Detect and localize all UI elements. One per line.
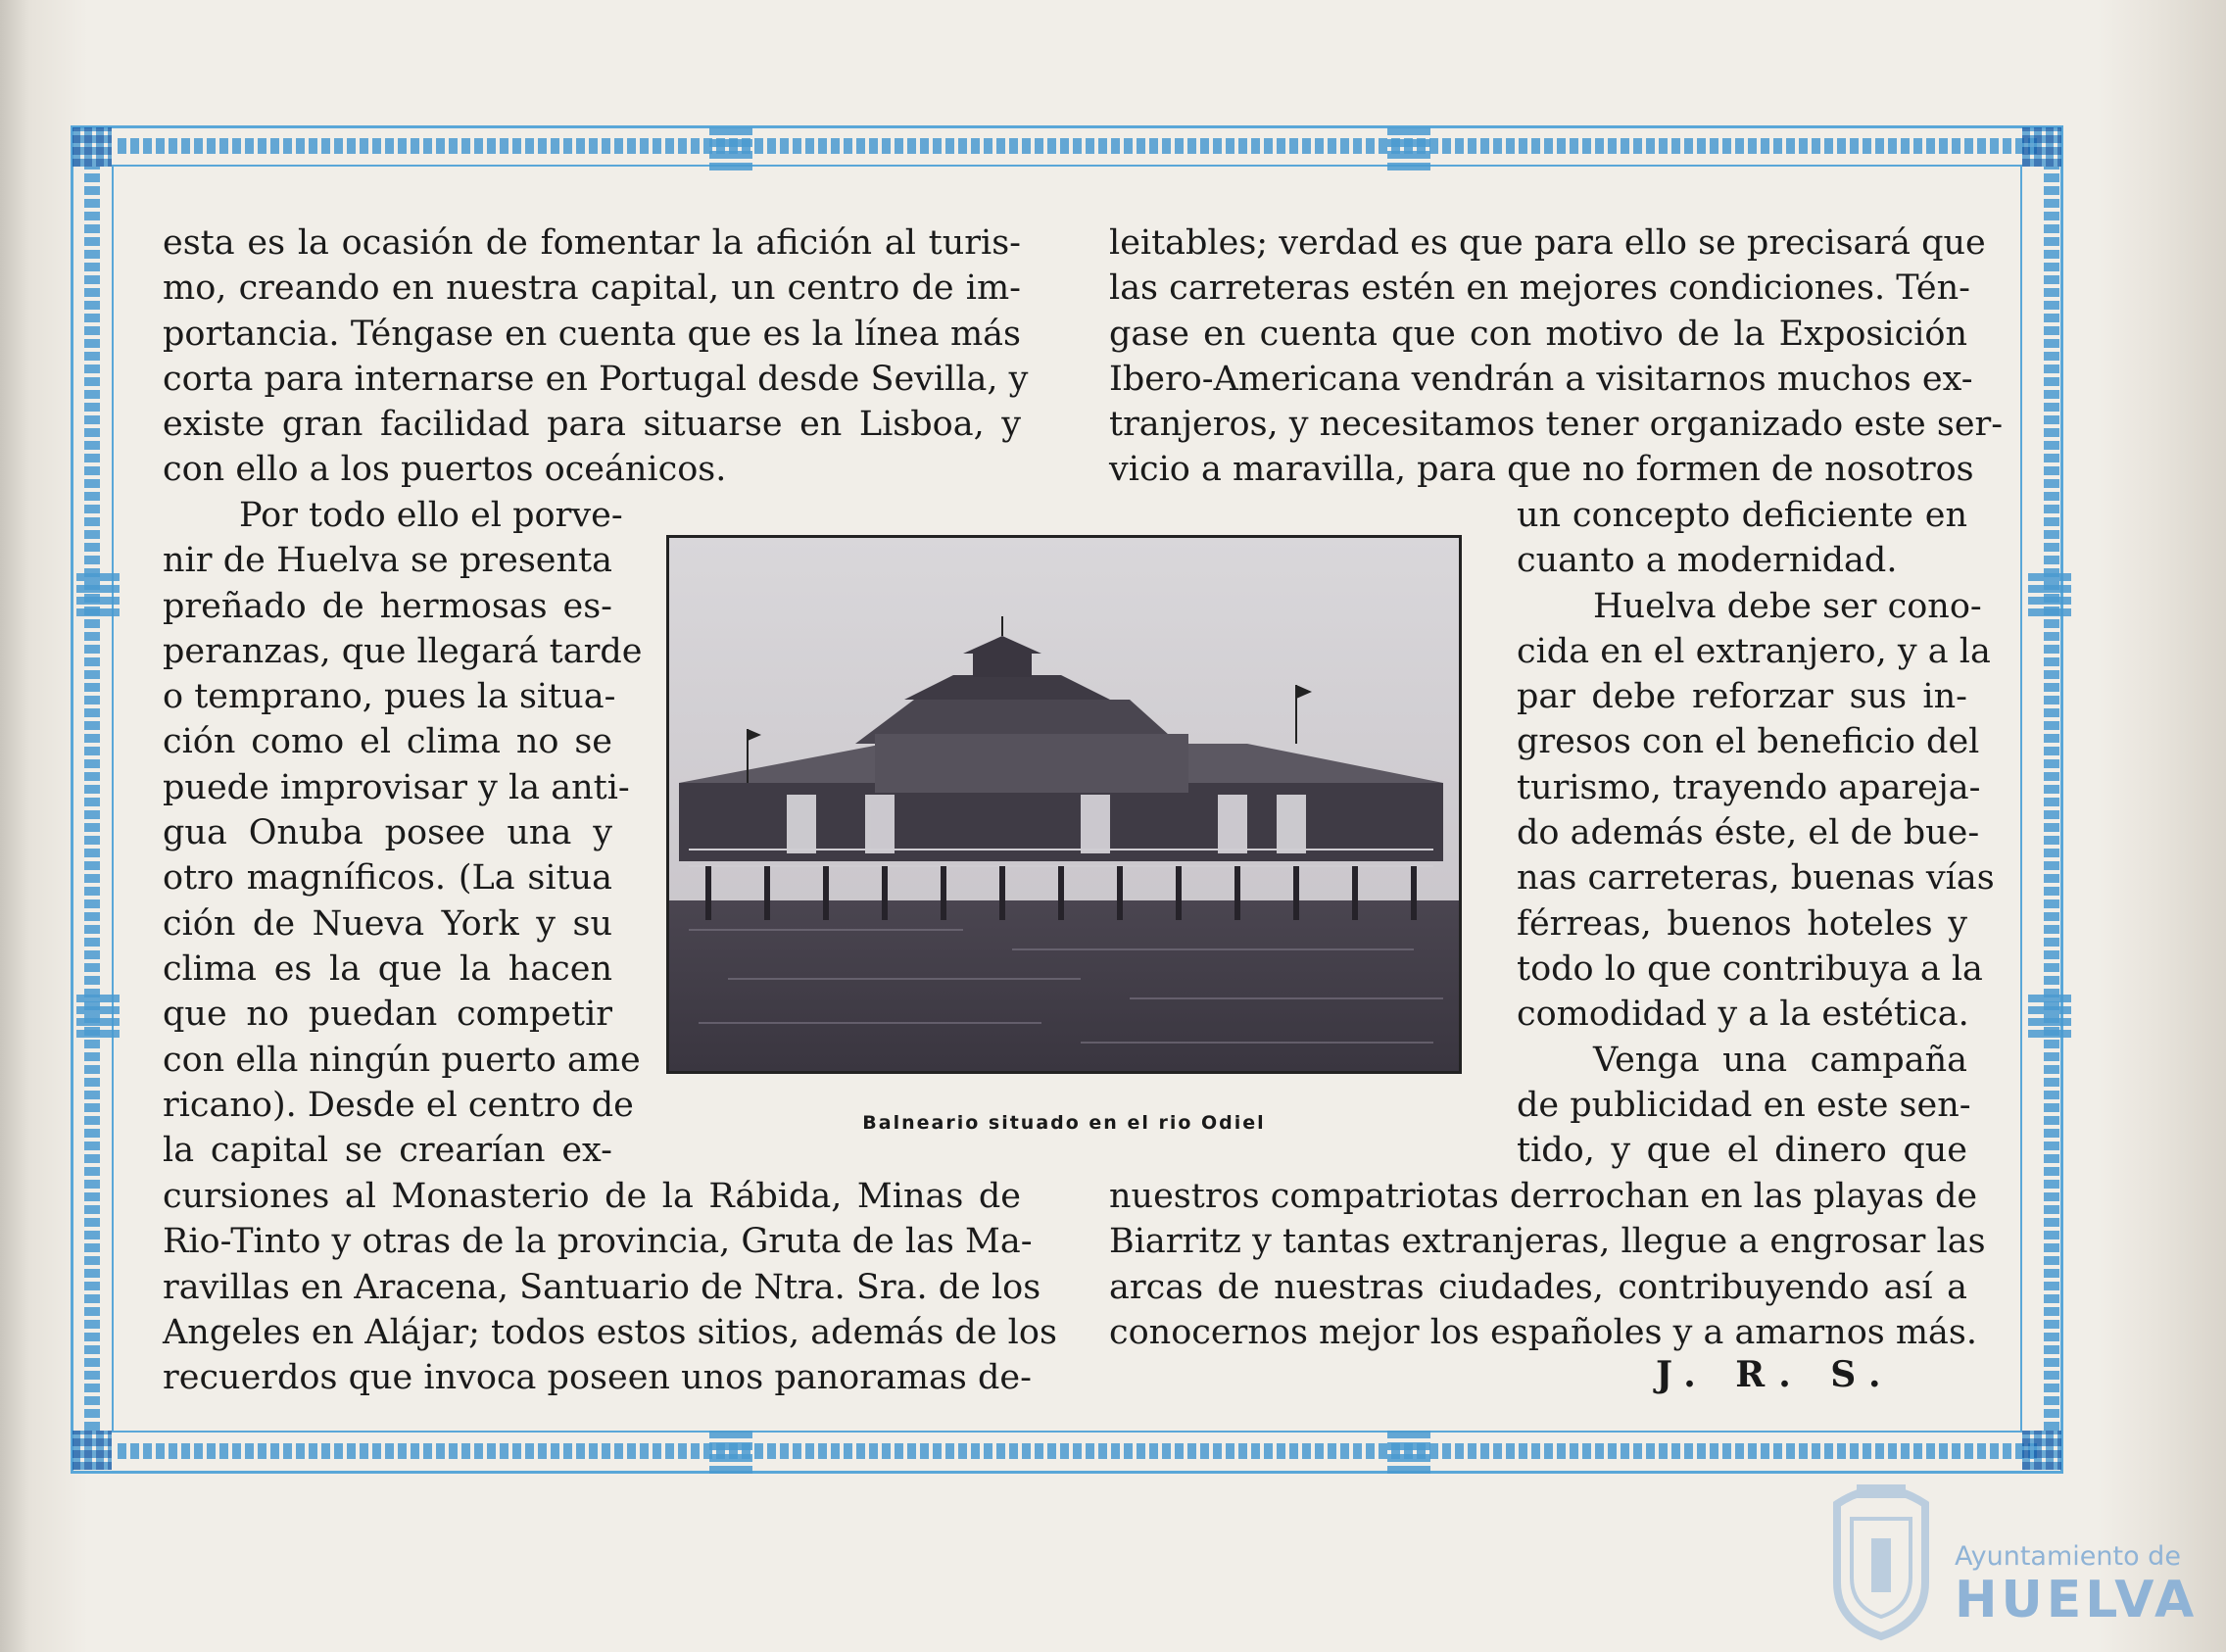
text-line: un concepto deficiente en — [1517, 496, 1967, 535]
text-line: ravillas en Aracena, Santuario de Ntra. Sra. de los — [163, 1267, 1041, 1307]
text-line: peranzas, que llegará tarde — [163, 631, 643, 671]
watermark-line-2: HUELVA — [1955, 1571, 2199, 1629]
photo-illustration — [669, 538, 1459, 1071]
right-column-top — [1109, 220, 2004, 493]
border-top-band — [118, 138, 2038, 154]
text-line: comodidad y a la estética. — [1517, 995, 1969, 1035]
text-line: Por todo ello el porve- — [239, 496, 623, 535]
border-knot-ornament — [76, 995, 120, 1038]
right-column-narrow — [1517, 493, 1995, 1173]
text-line: preñado de hermosas es- — [163, 586, 612, 626]
border-corner-ornament — [73, 127, 112, 167]
text-line: nas carreteras, buenas vías — [1517, 858, 1995, 899]
author-signature: J. R. S. — [1656, 1354, 1895, 1395]
text-line: conocernos mejor los españoles y a amarnos más. — [1109, 1312, 1978, 1352]
text-line: do además éste, el de bue- — [1517, 813, 1980, 853]
text-line: Angeles en Alájar; todos estos sitios, además de los — [163, 1312, 1057, 1352]
text-line: que no puedan competir — [163, 995, 612, 1035]
border-knot-ornament — [709, 1431, 752, 1474]
text-line: puede improvisar y la anti- — [163, 767, 630, 807]
text-line: tido, y que el dinero que — [1517, 1131, 1967, 1171]
text-line: Ibero-Americana vendrán a visitarnos muchos ex- — [1109, 359, 1973, 399]
text-line: existe gran facilidad para situarse en Lisboa, y — [163, 405, 1021, 445]
left-column-narrow — [163, 493, 643, 1173]
text-line: vicio a maravilla, para que no formen de nosotros — [1109, 450, 1974, 490]
border-left-band — [84, 167, 100, 1431]
text-line: todo lo que contribuya a la — [1517, 948, 1983, 989]
text-line: ción como el clima no se — [163, 722, 612, 762]
text-line: cursiones al Monasterio de la Rábida, Minas de — [163, 1177, 1021, 1216]
border-corner-ornament — [2022, 127, 2061, 167]
text-line: tranjeros, y necesitamos tener organizado este ser- — [1109, 405, 2004, 445]
text-line: con ella ningún puerto ame — [163, 1040, 641, 1080]
border-corner-ornament — [73, 1431, 112, 1470]
text-line: Huelva debe ser cono- — [1593, 586, 1982, 626]
border-knot-ornament — [1387, 127, 1430, 170]
border-right-band — [2044, 167, 2059, 1431]
text-line: recuerdos que invoca poseen unos panoramas de- — [163, 1358, 1032, 1398]
text-line: cuanto a modernidad. — [1517, 541, 1898, 581]
text-line: las carreteras estén en mejores condiciones. Tén- — [1109, 268, 1970, 309]
text-line: de publicidad en este sen- — [1517, 1085, 1971, 1125]
border-bottom-band — [118, 1443, 2038, 1459]
text-line: mo, creando en nuestra capital, un centro de im- — [163, 268, 1021, 309]
left-column-bottom — [163, 1174, 1057, 1400]
text-line: esta es la ocasión de fomentar la afición al turis- — [163, 223, 1021, 263]
text-line: otro magníficos. (La situa — [163, 858, 612, 899]
text-line: o temprano, pues la situa- — [163, 677, 616, 717]
text-line: Venga una campaña — [1593, 1040, 1967, 1080]
photo-caption: Balneario situado en el rio Odiel — [862, 1112, 1266, 1134]
text-line: clima es la que la hacen — [163, 948, 612, 989]
text-line: férreas, buenos hoteles y — [1517, 903, 1967, 944]
text-line: cida en el extranjero, y a la — [1517, 631, 1991, 671]
text-line: arcas de nuestras ciudades, contribuyendo así a — [1109, 1267, 1967, 1307]
text-line: ción de Nueva York y su — [163, 903, 612, 944]
text-line: la capital se crearían ex- — [163, 1131, 612, 1171]
border-knot-ornament — [2028, 573, 2071, 616]
text-line: portancia. Téngase en cuenta que es la línea más — [163, 314, 1021, 354]
text-line: leitables; verdad es que para ello se precisará que — [1109, 223, 1986, 263]
text-line: corta para internarse en Portugal desde Sevilla, y — [163, 359, 1029, 399]
text-line: gresos con el beneficio del — [1517, 722, 1980, 762]
border-knot-ornament — [2028, 995, 2071, 1038]
text-line: gase en cuenta que con motivo de la Exposición — [1109, 314, 1967, 354]
border-knot-ornament — [76, 573, 120, 616]
text-line: turismo, trayendo apareja- — [1517, 767, 1981, 807]
border-knot-ornament — [1387, 1431, 1430, 1474]
text-line: gua Onuba posee una y — [163, 813, 612, 853]
watermark-line-1: Ayuntamiento de — [1955, 1541, 2181, 1572]
balneario-photograph — [666, 535, 1462, 1074]
border-corner-ornament — [2022, 1431, 2061, 1470]
text-line: Biarritz y tantas extranjeras, llegue a engrosar las — [1109, 1222, 1986, 1262]
text-line: par debe reforzar sus in- — [1517, 677, 1967, 717]
right-column-bottom — [1109, 1174, 1986, 1355]
border-knot-ornament — [709, 127, 752, 170]
text-line: con ello a los puertos oceánicos. — [163, 450, 727, 490]
text-line: nuestros compatriotas derrochan en las playas de — [1109, 1177, 1978, 1216]
left-column-top — [163, 220, 1029, 493]
text-line: ricano). Desde el centro de — [163, 1085, 634, 1125]
text-line: nir de Huelva se presenta — [163, 541, 612, 581]
text-line: Rio-Tinto y otras de la provincia, Gruta de las Ma- — [163, 1222, 1033, 1262]
city-crest-logo — [1817, 1465, 1945, 1641]
